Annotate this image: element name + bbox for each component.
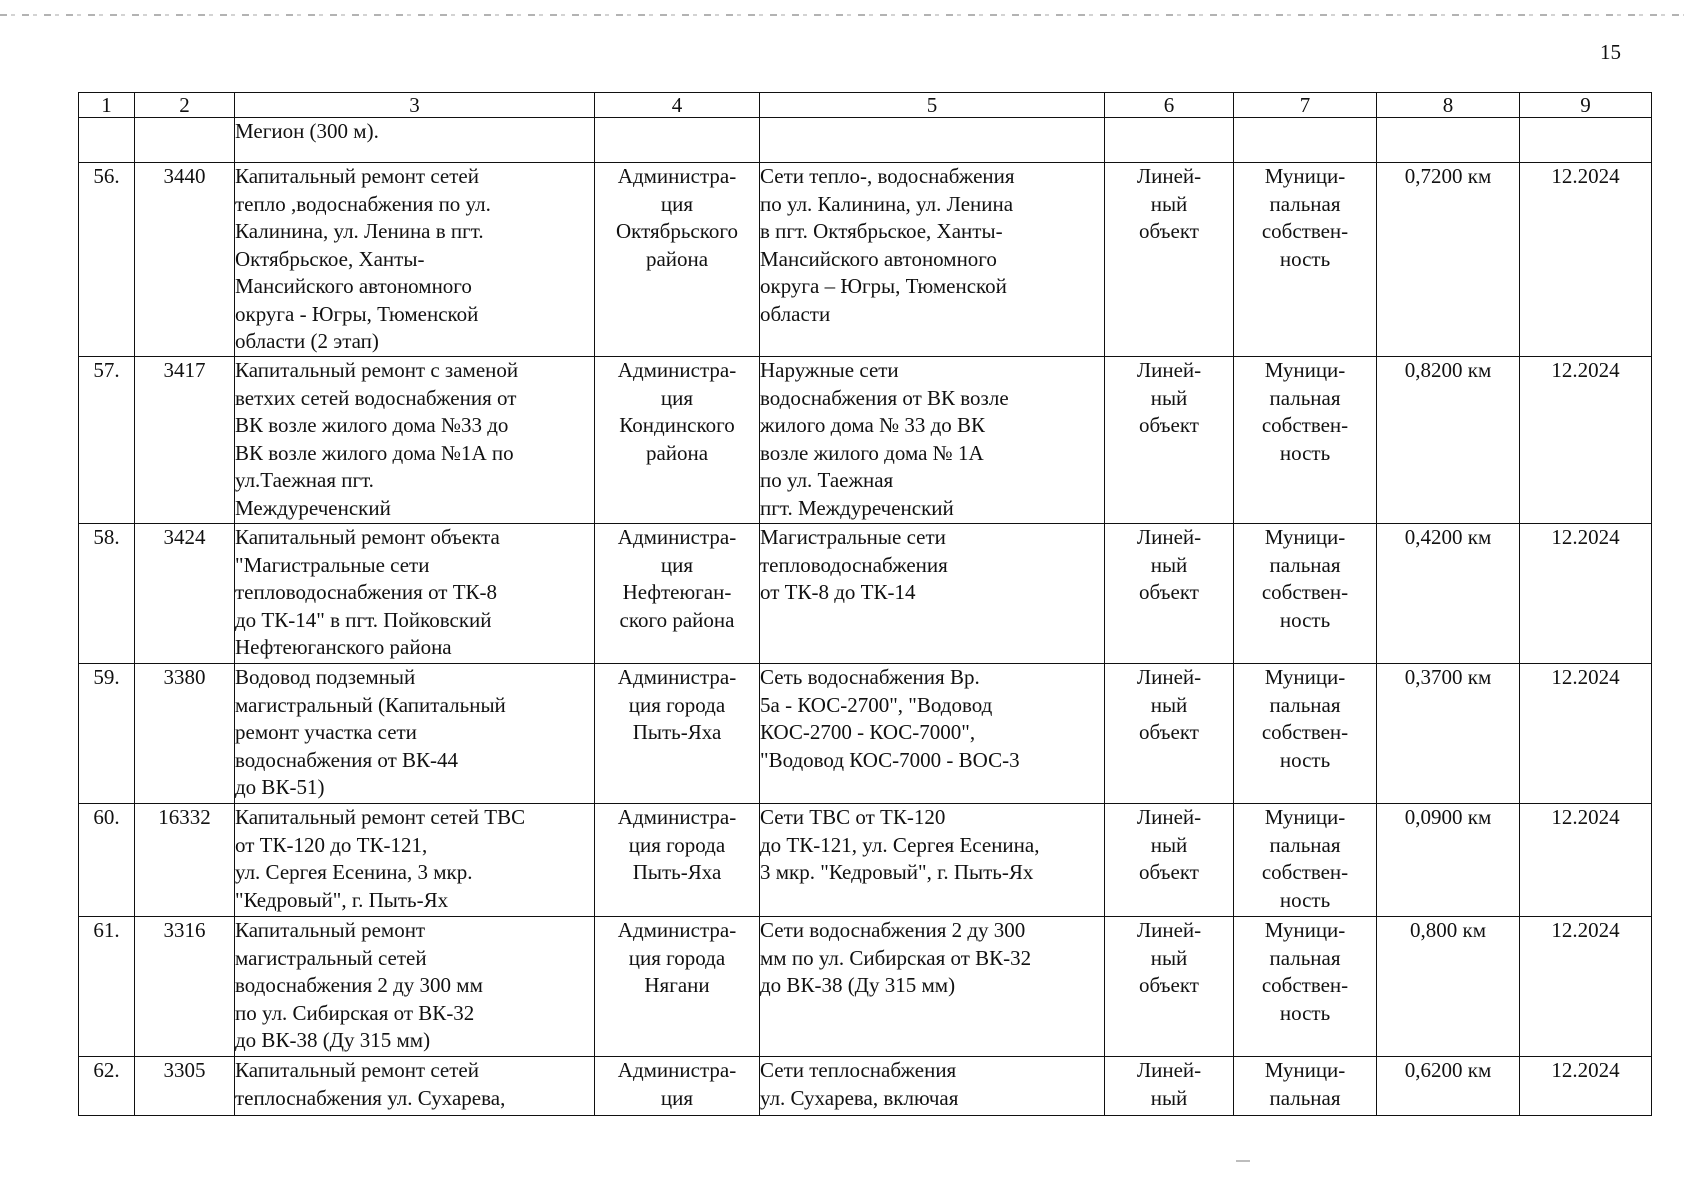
- row-code-cell: 16332: [135, 804, 235, 917]
- page-number: 15: [1600, 40, 1621, 64]
- row-object-cell: [760, 118, 1105, 163]
- header-cell: 3: [235, 93, 595, 118]
- row-object-cell: Сеть водоснабжения Вр. 5а - КОС-2700", "Водовод КОС-2700 - КОС-7000", "Водовод КОС-7000 - ВОС-3: [760, 664, 1105, 804]
- row-org-cell: Администра- ция Октябрьского района: [595, 163, 760, 357]
- table-row: [79, 357, 1652, 524]
- row-length-cell: 0,0900 км: [1377, 804, 1520, 917]
- scan-artifact-line: [0, 14, 1684, 16]
- header-row: [79, 93, 1652, 118]
- row-name-cell: Водовод подземный магистральный (Капитальный ремонт участка сети водоснабжения от ВК-44 до ВК-51): [235, 664, 595, 804]
- header-cell: 5: [760, 93, 1105, 118]
- row-name-cell: Мегион (300 м).: [235, 118, 595, 163]
- row-org-cell: [595, 118, 760, 163]
- row-date-cell: 12.2024: [1520, 524, 1652, 664]
- row-ownership-cell: Муници- пальная собствен- ность: [1234, 917, 1377, 1057]
- row-org-cell: Администра- ция Нефтеюган- ского района: [595, 524, 760, 664]
- row-type-cell: Линей- ный объект: [1105, 524, 1234, 664]
- row-code-cell: 3417: [135, 357, 235, 524]
- row-ownership-cell: Муници- пальная собствен- ность: [1234, 524, 1377, 664]
- table-row: [79, 1057, 1652, 1116]
- register-table: [78, 92, 1652, 1116]
- row-length-cell: [1377, 118, 1520, 163]
- row-ownership-cell: Муници- пальная собствен- ность: [1234, 804, 1377, 917]
- row-length-cell: 0,4200 км: [1377, 524, 1520, 664]
- row-code-cell: 3305: [135, 1057, 235, 1116]
- table-row: [79, 917, 1652, 1057]
- row-name-cell: Капитальный ремонт сетей ТВС от ТК-120 до ТК-121, ул. Сергея Есенина, 3 мкр. "Кедровый", г. Пыть-Ях: [235, 804, 595, 917]
- row-code-cell: 3316: [135, 917, 235, 1057]
- header-cell: 6: [1105, 93, 1234, 118]
- scan-artifact-mark: [1236, 1160, 1250, 1162]
- row-number-cell: 59.: [79, 664, 135, 804]
- row-org-cell: Администра- ция Кондинского района: [595, 357, 760, 524]
- row-org-cell: Администра- ция города Нягани: [595, 917, 760, 1057]
- row-ownership-cell: Муници- пальная собствен- ность: [1234, 163, 1377, 357]
- row-number-cell: 61.: [79, 917, 135, 1057]
- row-number-cell: 62.: [79, 1057, 135, 1116]
- row-number-cell: 58.: [79, 524, 135, 664]
- header-cell: 4: [595, 93, 760, 118]
- table-row-carryover: [79, 118, 1652, 163]
- row-type-cell: Линей- ный объект: [1105, 163, 1234, 357]
- row-org-cell: Администра- ция города Пыть-Яха: [595, 804, 760, 917]
- row-date-cell: 12.2024: [1520, 1057, 1652, 1116]
- row-length-cell: 0,800 км: [1377, 917, 1520, 1057]
- row-date-cell: 12.2024: [1520, 664, 1652, 804]
- row-date-cell: 12.2024: [1520, 163, 1652, 357]
- table-row: [79, 163, 1652, 357]
- table-row: [79, 664, 1652, 804]
- row-number-cell: [79, 118, 135, 163]
- header-cell: 9: [1520, 93, 1652, 118]
- row-length-cell: 0,7200 км: [1377, 163, 1520, 357]
- row-length-cell: 0,6200 км: [1377, 1057, 1520, 1116]
- row-type-cell: Линей- ный объект: [1105, 917, 1234, 1057]
- row-type-cell: Линей- ный: [1105, 1057, 1234, 1116]
- row-number-cell: 56.: [79, 163, 135, 357]
- row-length-cell: 0,8200 км: [1377, 357, 1520, 524]
- row-object-cell: Магистральные сети тепловодоснабжения от ТК-8 до ТК-14: [760, 524, 1105, 664]
- row-name-cell: Капитальный ремонт с заменой ветхих сетей водоснабжения от ВК возле жилого дома №33 до ВК возле жилого дома №1А по ул.Таежная пгт. Междуреченский: [235, 357, 595, 524]
- row-code-cell: 3380: [135, 664, 235, 804]
- table-row: [79, 804, 1652, 917]
- row-date-cell: [1520, 118, 1652, 163]
- header-cell: 2: [135, 93, 235, 118]
- row-name-cell: Капитальный ремонт сетей тепло ,водоснабжения по ул. Калинина, ул. Ленина в пгт. Октябрьское, Ханты- Мансийского автономного округа - Югры, Тюменской области (2 этап): [235, 163, 595, 357]
- row-date-cell: 12.2024: [1520, 357, 1652, 524]
- table-row: [79, 524, 1652, 664]
- header-cell: 7: [1234, 93, 1377, 118]
- row-number-cell: 60.: [79, 804, 135, 917]
- row-length-cell: 0,3700 км: [1377, 664, 1520, 804]
- row-code-cell: 3424: [135, 524, 235, 664]
- row-type-cell: Линей- ный объект: [1105, 664, 1234, 804]
- row-number-cell: 57.: [79, 357, 135, 524]
- header-cell: 1: [79, 93, 135, 118]
- row-name-cell: Капитальный ремонт сетей теплоснабжения ул. Сухарева,: [235, 1057, 595, 1116]
- row-ownership-cell: [1234, 118, 1377, 163]
- row-ownership-cell: Муници- пальная собствен- ность: [1234, 357, 1377, 524]
- row-org-cell: Администра- ция: [595, 1057, 760, 1116]
- row-date-cell: 12.2024: [1520, 917, 1652, 1057]
- row-ownership-cell: Муници- пальная собствен- ность: [1234, 664, 1377, 804]
- row-name-cell: Капитальный ремонт объекта "Магистральные сети тепловодоснабжения от ТК-8 до ТК-14" в пгт. Пойковский Нефтеюганского района: [235, 524, 595, 664]
- row-type-cell: Линей- ный объект: [1105, 804, 1234, 917]
- row-name-cell: Капитальный ремонт магистральный сетей водоснабжения 2 ду 300 мм по ул. Сибирская от ВК-32 до ВК-38 (Ду 315 мм): [235, 917, 595, 1057]
- row-type-cell: [1105, 118, 1234, 163]
- row-date-cell: 12.2024: [1520, 804, 1652, 917]
- row-code-cell: [135, 118, 235, 163]
- row-ownership-cell: Муници- пальная: [1234, 1057, 1377, 1116]
- row-object-cell: Сети теплоснабжения ул. Сухарева, включая: [760, 1057, 1105, 1116]
- row-object-cell: Сети тепло-, водоснабжения по ул. Калинина, ул. Ленина в пгт. Октябрьское, Ханты- Мансийского автономного округа – Югры, Тюменской области: [760, 163, 1105, 357]
- row-org-cell: Администра- ция города Пыть-Яха: [595, 664, 760, 804]
- row-type-cell: Линей- ный объект: [1105, 357, 1234, 524]
- header-cell: 8: [1377, 93, 1520, 118]
- row-code-cell: 3440: [135, 163, 235, 357]
- row-object-cell: Наружные сети водоснабжения от ВК возле жилого дома № 33 до ВК возле жилого дома № 1А по ул. Таежная пгт. Междуреченский: [760, 357, 1105, 524]
- row-object-cell: Сети ТВС от ТК-120 до ТК-121, ул. Сергея Есенина, 3 мкр. "Кедровый", г. Пыть-Ях: [760, 804, 1105, 917]
- row-object-cell: Сети водоснабжения 2 ду 300 мм по ул. Сибирская от ВК-32 до ВК-38 (Ду 315 мм): [760, 917, 1105, 1057]
